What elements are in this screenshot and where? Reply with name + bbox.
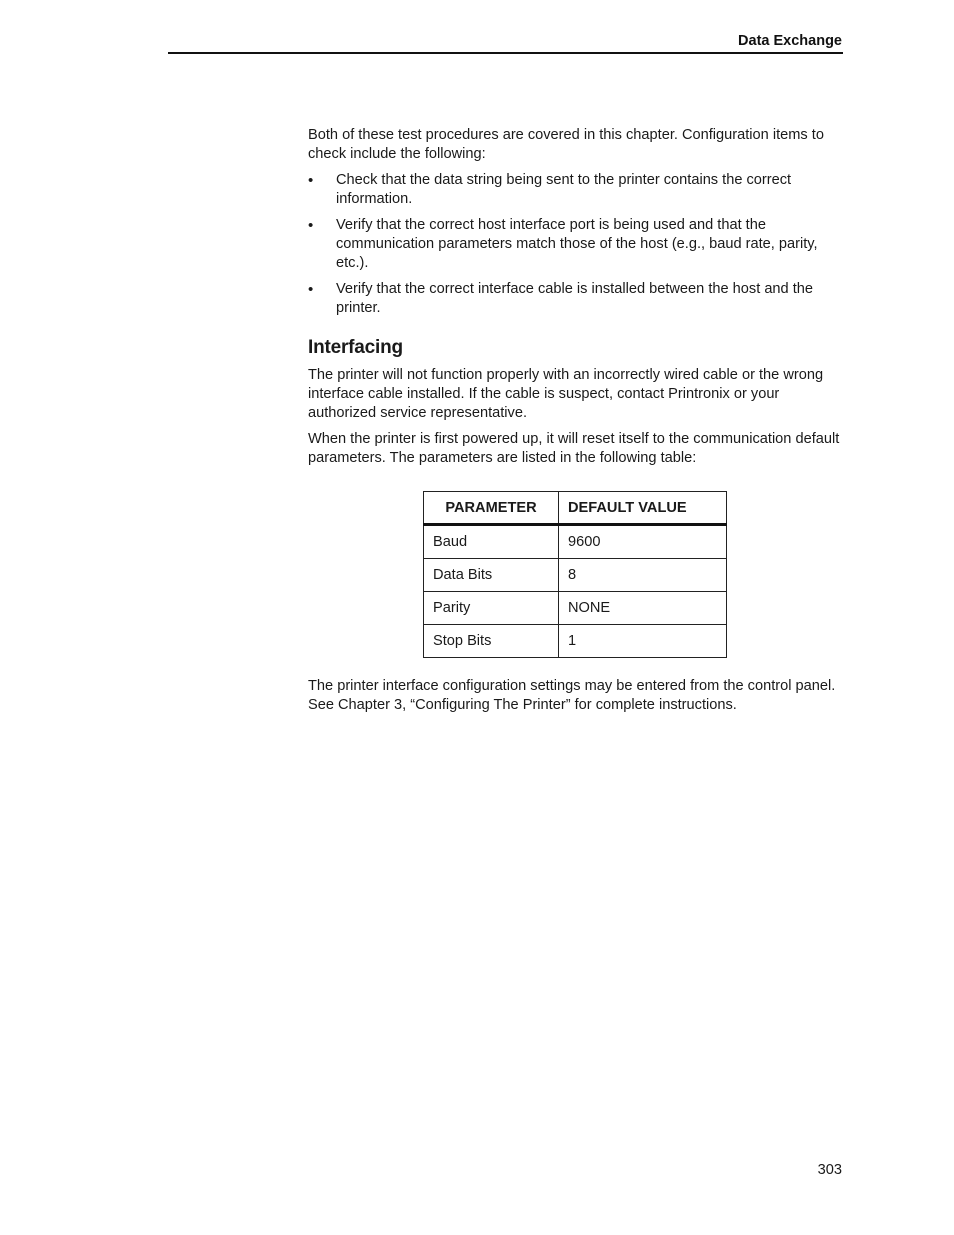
table-row bbox=[424, 525, 727, 559]
bullet-icon: • bbox=[308, 217, 314, 234]
value-cell: 8 bbox=[559, 559, 727, 592]
bullet-icon: • bbox=[308, 172, 314, 189]
column-header-parameter: PARAMETER bbox=[424, 492, 559, 525]
parameter-cell: Baud bbox=[424, 525, 559, 559]
page-number: 303 bbox=[817, 1162, 842, 1178]
parameter-cell: Data Bits bbox=[424, 559, 559, 592]
column-header-default-value: DEFAULT VALUE bbox=[559, 492, 727, 525]
list-item-text: Verify that the correct host interface port is being used and that the communication parameters match those of the host (e.g., baud rate, parity, etc.). bbox=[336, 217, 818, 271]
section-paragraph: When the printer is first powered up, it will reset itself to the communication default parameters. The parameters are listed in the following table: bbox=[308, 431, 840, 466]
table-row bbox=[424, 559, 727, 592]
parameter-cell: Stop Bits bbox=[424, 625, 559, 658]
checklist bbox=[308, 171, 844, 318]
value-cell: NONE bbox=[559, 592, 727, 625]
running-header bbox=[168, 30, 843, 54]
list-item bbox=[308, 280, 844, 318]
bullet-icon: • bbox=[308, 281, 314, 298]
value-cell: 9600 bbox=[559, 525, 727, 559]
header-title: Data Exchange bbox=[738, 33, 842, 49]
section-paragraph: The printer will not function properly with an incorrectly wired cable or the wrong interface cable installed. If the cable is suspect, contact Printronix or your authorized service representative. bbox=[308, 367, 824, 421]
value-cell: 1 bbox=[559, 625, 727, 658]
intro-paragraph: Both of these test procedures are covered in this chapter. Configuration items to check include the following: bbox=[308, 127, 824, 162]
table-row bbox=[424, 625, 727, 658]
table-row bbox=[424, 592, 727, 625]
parameter-table bbox=[423, 491, 727, 658]
list-item-text: Check that the data string being sent to the printer contains the correct information. bbox=[336, 172, 792, 207]
main-content bbox=[308, 126, 844, 475]
list-item bbox=[308, 171, 844, 209]
section-title: Interfacing bbox=[308, 337, 403, 358]
table-header-row bbox=[424, 492, 727, 525]
closing-paragraph: The printer interface configuration settings may be entered from the control panel. See Chapter 3, “Configuring The Printer” for complete instructions. bbox=[308, 678, 836, 713]
list-item-text: Verify that the correct interface cable is installed between the host and the printer. bbox=[336, 281, 814, 316]
list-item bbox=[308, 216, 844, 273]
parameter-cell: Parity bbox=[424, 592, 559, 625]
